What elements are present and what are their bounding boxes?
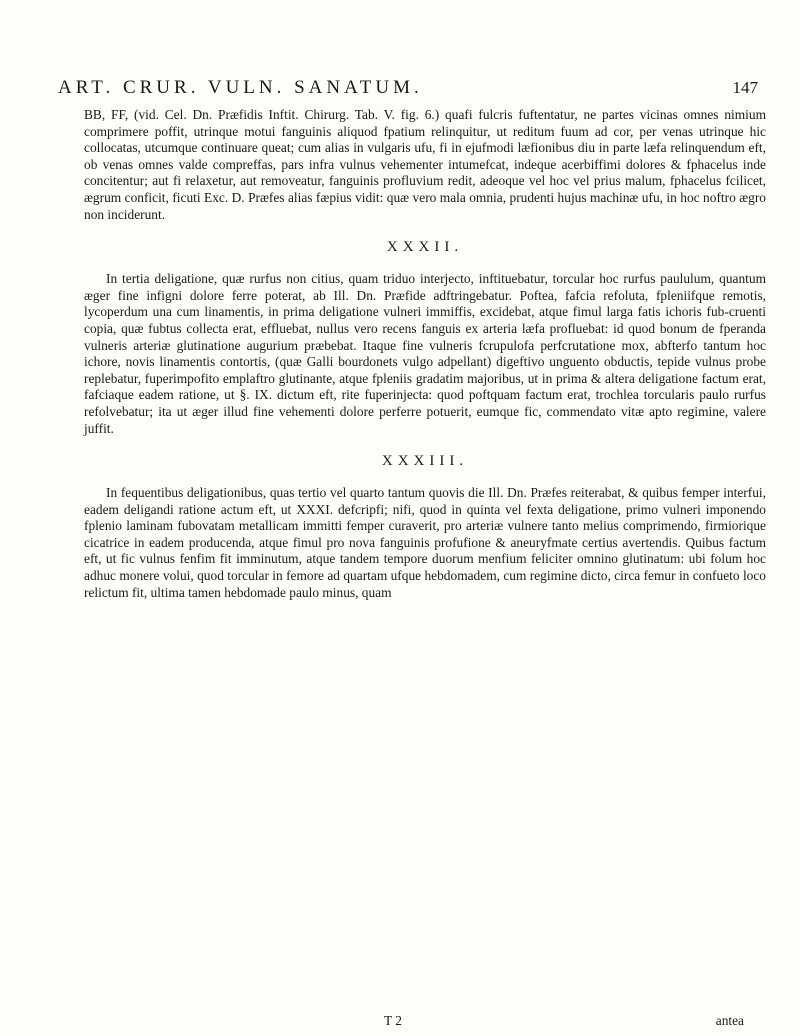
section-xxxiii-paragraph: In fequentibus deligationibus, quas tertio vel quarto tantum quovis die Ill. Dn. Præfes reiterabat, & quibus femper interfui, eadem deligandi ratione actum eft, ut XXXI. defcripfi; nifi, quod in quinta vel fexta deligatione, primo vulneri imponendo fplenio laminam fubovatam metallicam immitti femper curaverit, pro arteriæ vulnere tanto melius comprimendo, firmiorique cicatrice in eadem producenda, atque fimul pro nova fanguinis profufione & aneuryfmate certius avertendis. Quibus factum eft, ut fic vulnus fenfim fit imminutum, atque tandem tempore duorum menfium feliciter omnino glutinatum: ubi folum hoc adhuc monere volui, quod torcular in femore ad quartam ufque hebdomadem, cum regimine dicto, circa femur in confueto loco relictum fit, ultima tamen hebdomade paulo minus, quam bbox=[84, 485, 766, 600]
page-number: 147 bbox=[732, 78, 758, 97]
catchword: antea bbox=[715, 1013, 744, 1028]
text-block bbox=[84, 107, 766, 601]
running-title: ART. CRUR. VULN. SANATUM. bbox=[58, 77, 423, 98]
section-heading-xxxiii: XXXIII. bbox=[381, 453, 469, 470]
running-head bbox=[58, 76, 758, 100]
catchline bbox=[84, 1012, 766, 1030]
signature-mark: T 2 bbox=[384, 1013, 402, 1028]
section-heading-xxxii: XXXII. bbox=[386, 239, 464, 256]
opening-paragraph: BB, FF, (vid. Cel. Dn. Præfidis Inftit. Chirurg. Tab. V. fig. 6.) quafi fulcris fuftentatur, ne partes vicinas omnes nimium comprimere poffit, utrinque motui fanguinis aliquod fpatium relinquitur, ut reditum fuum ad cor, per venas utrinque hic collocatas, utcumque continuare queat; cum alias in vulgaris ufu, fi in ejufmodi læfionibus diu in parte læfa relinquendum eft, ob venas omnes valde compreffas, pars infra vulnus vehementer intumefcat, indeque acerbiffimi dolores & fphacelus inde concitentur; aut fi relaxetur, aut removeatur, fanguinis profluvium redit, adeoque vel hoc vel prius malum, fphacelus fcilicet, ægrum conficit, ficuti Exc. D. Præfes alias fæpius vidit: quæ vero mala omnia, prudenti hujus machinæ ufu, in hoc noftro ægro non inciderunt. bbox=[84, 107, 766, 222]
section-xxxii-paragraph: In tertia deligatione, quæ rurfus non citius, quam triduo interjecto, inftituebatur, torcular hoc rurfus paululum, quantum æger fine infigni dolore ferre poterat, ab Ill. Dn. Præfide adftringebatur. Poftea, fafcia refoluta, fpleniifque remotis, lycoperdum una cum linamentis, in prima deligatione vulneri immiffis, excidebat, atque fimul larga fatis ichoris fub-cruenti copia, quæ fubtus collecta erat, effluebat, nullus vero recens fanguis ex arteria læfa profluebat: id quod bonum de fperanda vulneris arteriæ glutinatione augurium præbebat. Itaque fine vulneris fcrupulofa perfcrutatione mox, abfterfo tantum hoc ichore, novis linamentis contortis, (quæ Galli bourdonets vulgo adpellant) digeftivo unguento obductis, tepide vulnus probe replebatur, fuperimpofito emplaftro glutinante, atque fpleniis gradatim majoribus, ut in prima & altera deligatione factum erat, fafciaque eadem ratione, ut §. IX. dictum eft, rite fuperinjecta: quod poftquam factum erat, trochlea torcularis paulo rurfus refolvebatur; ita ut æger illud fine vehementi dolore perferre potuerit, eumque fic, commendato vitæ apto regimine, valere juffit. bbox=[84, 271, 766, 436]
